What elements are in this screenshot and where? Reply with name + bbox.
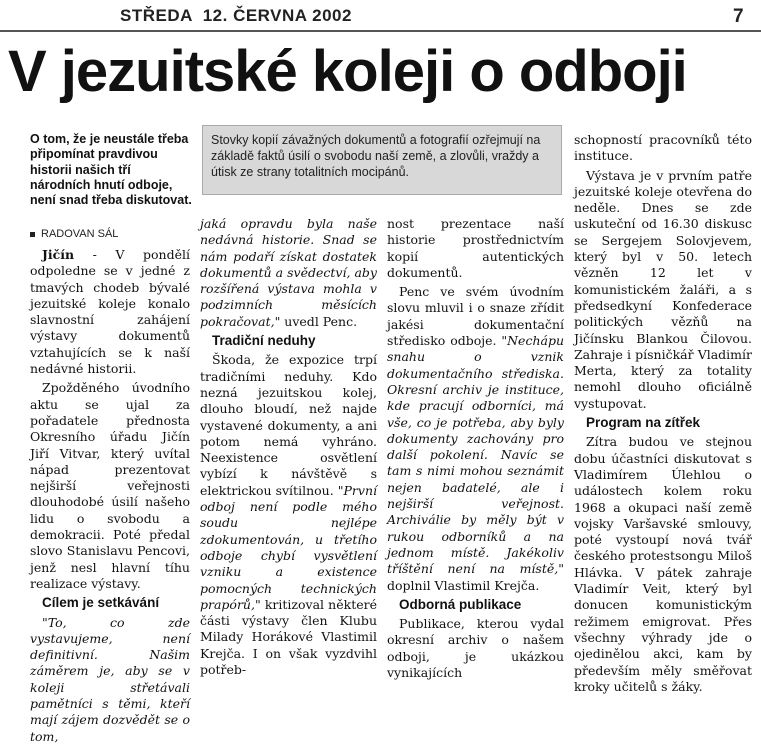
paragraph: Penc ve svém úvodním slovu mluvil i o snaze zřídit jakési dokumentační středisko odboje. "Nechápu snahu o vznik dokumentačního střediska. Okresní archiv je instituce, kde pracují odborníci, má vše, co je potřeba, aby byly dokumenty zachovány pro další pokolení. Navíc se tam s nimi mohou seznámit nejen badatelé, ale i nejširší veřejnost. Archiválie by měly být v rukou odborníků a na jednom místě. Jakékoliv tříštění není na místě," doplnil Vlastimil Krejča. — [387, 284, 564, 593]
paragraph: Publikace, kterou vydal okresní archiv o našem odboji, je ukázkou vynikajících — [387, 616, 564, 681]
column-1 — [30, 247, 190, 748]
paragraph: nost prezentace naší historie prostřednictvím kopií autentických dokumentů. — [387, 216, 564, 280]
subheading: Cílem je setkávání — [42, 595, 160, 611]
paragraph: jaká opravdu byla naše nedávná historie. Snad se nám podaří získat dostatek dokumentů a svědectví, aby rozšířená výstava mohla v podzimních měsících pokračovat," uvedl Penc. — [200, 216, 377, 329]
issue-date: STŘEDA 12. ČERVNA 2002 — [120, 6, 352, 25]
author-name: RADOVAN SÁL — [41, 228, 119, 240]
paragraph: Výstava je v prvním patře jezuitské koleje otevřena do neděle. Dnes se zde uskuteční od 16.30 diskusc se Sergejem Solovjevem, který byl v 50. letech vězněn 12 let v komunistickém žaláři, a s předsedkyní Konfederace politických vězňů na Jičínsku Blankou Čilovou. Zahraje i písničkář Vladimír Merta, který za totality nemohl dlouho oficiálně vystupovat. — [574, 167, 752, 411]
article-headline: V jezuitské koleji o odboji — [8, 39, 687, 104]
subheading: Program na zítřek — [586, 415, 701, 431]
paragraph: Jičín - V pondělí odpoledne se v jedné z tmavých chodeb bývalé jezuitské koleje konalo slavnostní zahájení výstavy dokumentů vztahujících se k naší nedávné historii. — [30, 247, 190, 377]
paragraph: Zítra budou ve stejnou dobu účastníci diskutovat s Vladimírem Úlehlou o událostech kolem roku 1968 a okupaci naší země vojsky Varšavské smlouvy, poté vystoupí nová tvář českého protestsongu Miloš Hlávka. V pátek zahraje Vladimír Veit, který byl donucen komunistickým režimem emigrovat. Přes všechny výhrady jde o ojedinělou akci, kam by především měly směřovat kroky učitelů s žáky. — [574, 434, 752, 694]
column-2 — [200, 216, 377, 681]
paragraph: "To, co zde vystavujeme, není definitivní. Našim záměrem je, aby se v koleji střetávali pamětníci s těmi, kteří mají zájem dozvědět se o tom, — [30, 614, 190, 744]
article-lead: O tom, že je neustále třeba připomínat pravdivou historii našich tří národních hnutí odboje, není snad třeba diskutovat. — [30, 132, 192, 208]
paragraph: Škoda, že expozice trpí tradičními neduhy. Kdo nezná jezuitskou kolej, dlouho bloudí, než najde vystavené dokumenty, a ani potom nemá vyhráno. Neexistence osvětlení vybízí k návštěvě s elektrickou svítilnou. "První odboj není podle mého soudu nejlépe zdokumentován, u třetího odboje chybí vysvětlení vzniku a existence pomocných technických prapórů," kritizoval některé části výstavy člen Klubu Milady Horákové Vlastimil Krejča. I on však vyzdvihl potřeb- — [200, 352, 377, 678]
subheading: Tradiční neduhy — [212, 333, 316, 349]
byline — [30, 228, 195, 240]
pull-quote-box: Stovky kopií závažných dokumentů a fotografií ozřejmují na základě faktů úsilí o svobodu naší země, a zlovůli, vraždy a útisk ze strany totalitních mocipánů. — [202, 125, 562, 195]
byline-square-icon — [30, 232, 35, 237]
column-4 — [574, 132, 752, 698]
column-3 — [387, 216, 564, 684]
dateline: Jičín — [42, 247, 75, 262]
page-number: 7 — [733, 6, 744, 27]
paragraph: Zpožděného úvodního aktu se ujal za pořadatele přednosta Okresního úřadu Jičín Jiří Vitvar, který uvítal nápad prezentovat nejširší veřejnosti dlouhodobé úsilí našeho lidu o svobodu a demokracii. Poté předal slovo Stanislavu Pencovi, jenž nesl hlavní tíhu realizace výstavy. — [30, 380, 190, 591]
paragraph: schopností pracovníků této instituce. — [574, 132, 752, 164]
subheading: Odborná publikace — [399, 596, 522, 612]
header-rule — [0, 30, 761, 32]
